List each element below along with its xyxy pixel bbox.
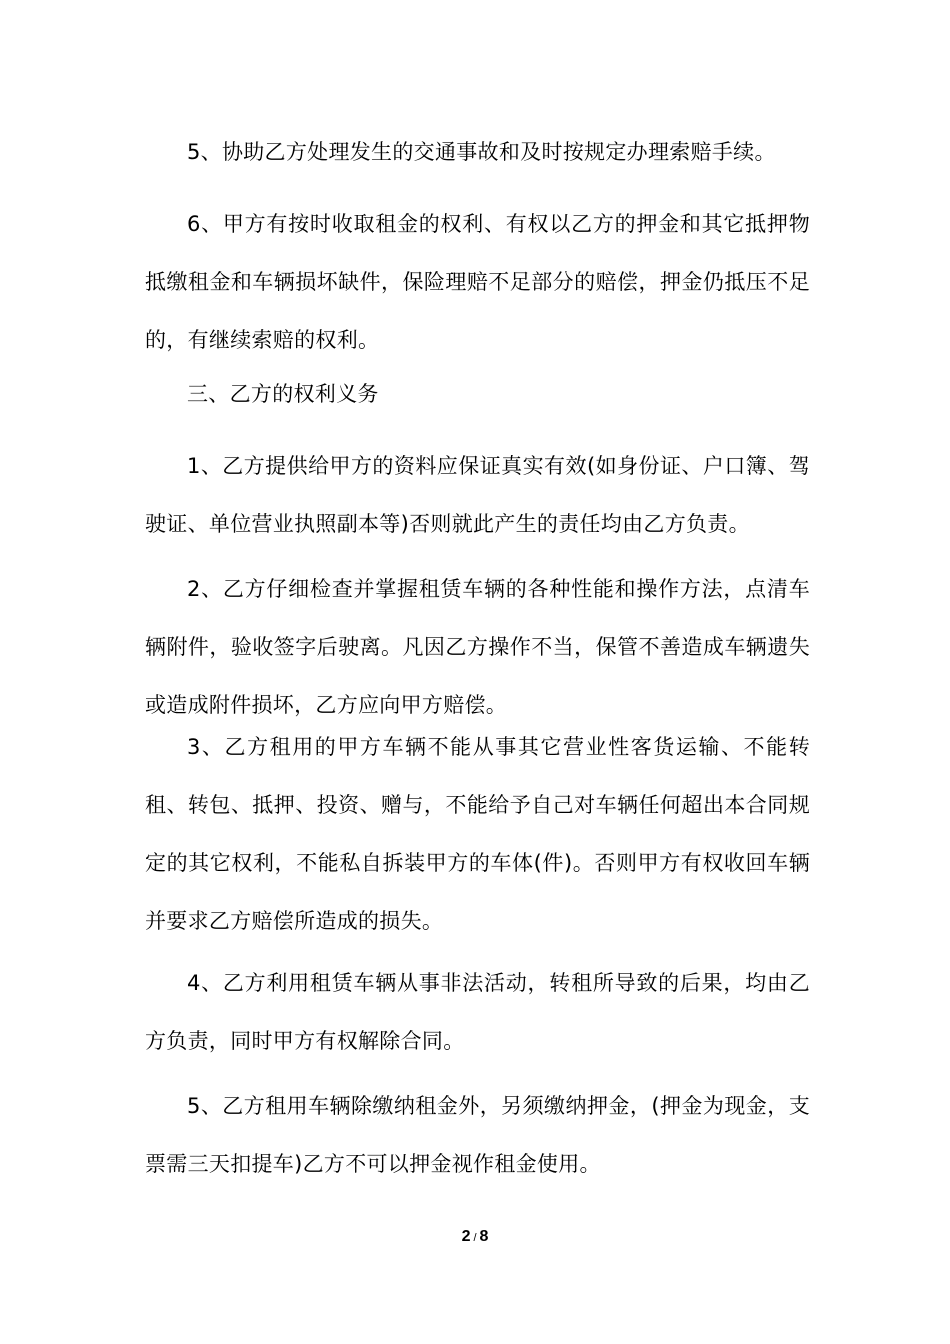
paragraph-item-5-party-a: 5、协助乙方处理发生的交通事故和及时按规定办理索赔手续。 — [187, 140, 776, 164]
page-separator: / — [473, 1232, 477, 1244]
page-number — [0, 1228, 950, 1246]
paragraph-item-6-party-a: 6、甲方有按时收取租金的权利、有权以乙方的押金和其它抵押物抵缴租金和车辆损坏缺件，保险理赔不足部分的赔偿，押金仍抵压不足的，有继续索赔的权利。 — [145, 212, 810, 352]
section-heading-party-b: 三、乙方的权利义务 — [187, 382, 379, 406]
paragraph-item-5-party-b: 5、乙方租用车辆除缴纳租金外，另须缴纳押金，(押金为现金，支票需三天扣提车)乙方不可以押金视作租金使用。 — [145, 1094, 810, 1176]
paragraph-item-2-party-b: 2、乙方仔细检查并掌握租赁车辆的各种性能和操作方法，点清车辆附件，验收签字后驶离。凡因乙方操作不当，保管不善造成车辆遗失或造成附件损坏，乙方应向甲方赔偿。 — [145, 577, 810, 717]
current-page-number: 2 — [461, 1228, 471, 1245]
paragraph-item-1-party-b: 1、乙方提供给甲方的资料应保证真实有效(如身份证、户口簿、驾驶证、单位营业执照副本等)否则就此产生的责任均由乙方负责。 — [145, 454, 810, 536]
paragraph-item-4-party-b: 4、乙方利用租赁车辆从事非法活动，转租所导致的后果，均由乙方负责，同时甲方有权解除合同。 — [145, 971, 810, 1053]
paragraph-item-3-party-b: 3、乙方租用的甲方车辆不能从事其它营业性客货运输、不能转租、转包、抵押、投资、赠与，不能给予自己对车辆任何超出本合同规定的其它权利，不能私自拆装甲方的车体(件)。否则甲方有权收回车辆并要求乙方赔偿所造成的损失。 — [145, 735, 810, 933]
total-pages-number: 8 — [479, 1228, 489, 1245]
